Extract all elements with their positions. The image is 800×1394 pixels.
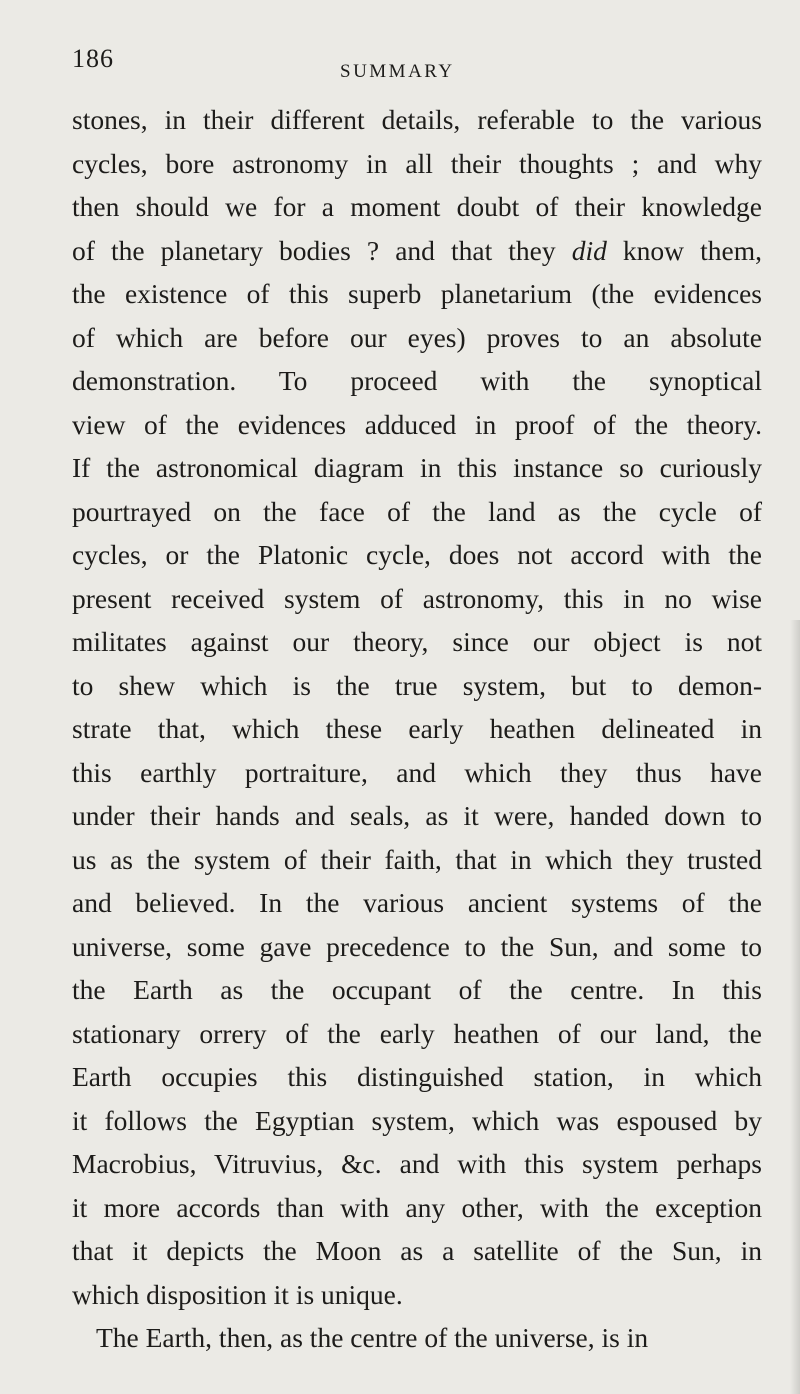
text-line: to shew which is the true system, but to demon-: [72, 669, 762, 701]
text-line: Earth occupies this distinguished station, in which: [72, 1061, 762, 1092]
text-line: that it depicts the Moon as a satellite of the Sun, in: [72, 1235, 762, 1266]
text-line: us as the system of their faith, that in which they trusted: [72, 843, 762, 875]
text-line: it follows the Egyptian system, which was espoused by: [72, 1104, 762, 1136]
text-line: under their hands and seals, as it were, handed down to: [72, 800, 762, 831]
page-number: 186: [72, 44, 114, 73]
text-line: stationary orrery of the early heathen of our land, the: [72, 1017, 762, 1049]
text-line: the Earth as the occupant of the centre. In this: [72, 974, 762, 1005]
text-line: the existence of this superb planetarium (the evidences: [72, 278, 762, 309]
text-line: it more accords than with any other, with the exception: [72, 1191, 762, 1223]
text-line: militates against our theory, since our object is not: [72, 626, 762, 657]
text-line: of the planetary bodies ? and that they did know them,: [72, 234, 762, 266]
text-line: which disposition it is unique.: [72, 1278, 403, 1310]
text-line: present received system of astronomy, this in no wise: [72, 582, 762, 614]
text-line: and believed. In the various ancient systems of the: [72, 887, 762, 918]
text-line-paragraph-start: The Earth, then, as the centre of the universe, is in: [96, 1322, 649, 1353]
text-line: pourtrayed on the face of the land as the cycle of: [72, 495, 762, 527]
text-line: then should we for a moment doubt of their knowledge: [72, 191, 762, 222]
text-line: strate that, which these early heathen delineated in: [72, 713, 762, 744]
text-line: of which are before our eyes) proves to an absolute: [72, 321, 762, 353]
text-line: If the astronomical diagram in this instance so curiously: [72, 452, 762, 483]
text-line: universe, some gave precedence to the Sun, and some to: [72, 930, 762, 962]
text-line: demonstration. To proceed with the synoptical: [72, 365, 762, 396]
text-line: view of the evidences adduced in proof of the theory.: [72, 408, 762, 440]
page-edge-shadow: [790, 620, 800, 1394]
emphasis: did: [571, 234, 607, 266]
text-line: stones, in their different details, referable to the various: [72, 104, 762, 135]
body-text: [72, 98, 792, 1360]
text-line: this earthly portraiture, and which they thus have: [72, 756, 762, 788]
text-line: cycles, or the Platonic cycle, does not accord with the: [72, 539, 762, 570]
text-line: Macrobius, Vitruvius, &c. and with this system perhaps: [72, 1148, 762, 1179]
text-line: cycles, bore astronomy in all their thoughts ; and why: [72, 147, 762, 179]
running-head: SUMMARY: [340, 61, 455, 82]
